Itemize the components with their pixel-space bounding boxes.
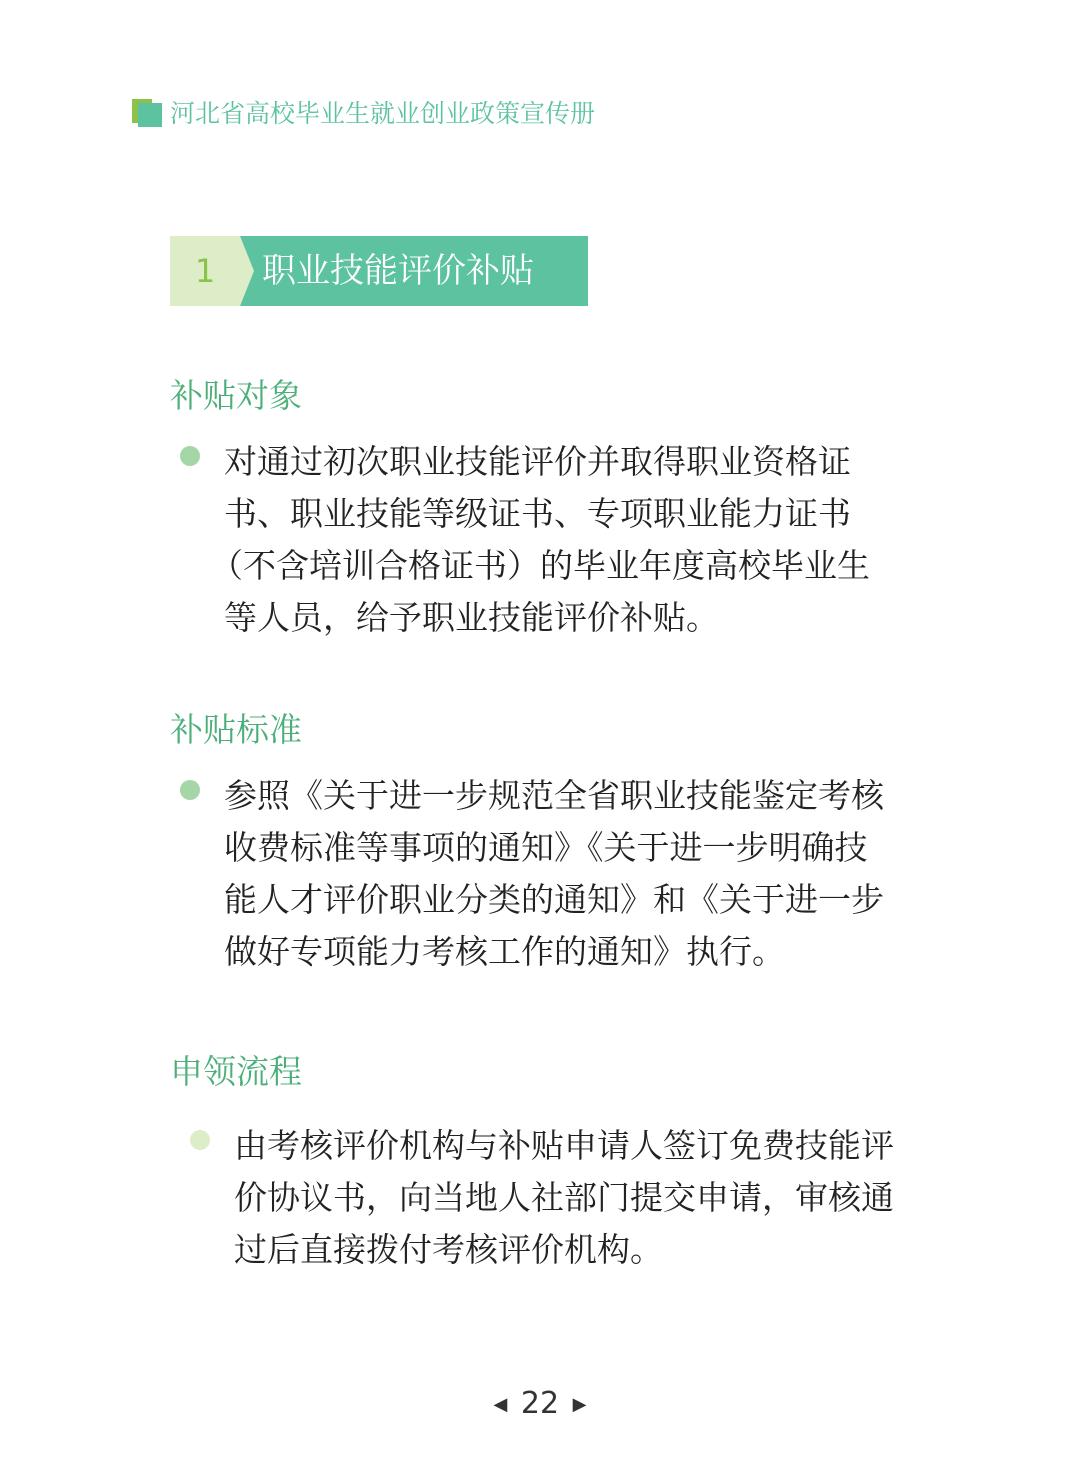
bullet-item bbox=[180, 436, 970, 646]
bullet-dot-icon bbox=[190, 1130, 210, 1150]
bullet-text bbox=[224, 770, 884, 978]
text-line: 由考核评价机构与补贴申请人签订免费技能评 bbox=[234, 1126, 894, 1165]
triangle-right-icon: ▶ bbox=[572, 1393, 587, 1415]
page-indicator bbox=[0, 1384, 1080, 1424]
header-title: 河北省高校毕业生就业创业政策宣传册 bbox=[170, 99, 596, 128]
subheading-target: 补贴对象 bbox=[170, 376, 302, 415]
section-banner bbox=[170, 236, 588, 306]
bullet-dot-icon bbox=[180, 780, 200, 800]
bullet-text bbox=[210, 436, 870, 644]
text-line: （不含培训合格证书）的毕业年度高校毕业生 bbox=[210, 546, 870, 585]
text-line: 过后直接拨付考核评价机构。 bbox=[234, 1230, 663, 1269]
subheading-standard: 补贴标准 bbox=[170, 710, 302, 749]
section-title: 职业技能评价补贴 bbox=[262, 251, 534, 291]
text-line: 价协议书，向当地人社部门提交申请，审核通 bbox=[234, 1178, 894, 1217]
text-line: 等人员，给予职业技能评价补贴。 bbox=[224, 598, 719, 637]
triangle-left-icon: ◀ bbox=[493, 1393, 508, 1415]
text-line: 收费标准等事项的通知》《关于进一步明确技 bbox=[224, 828, 868, 867]
square-logo-icon bbox=[132, 97, 162, 127]
text-line: 书、职业技能等级证书、专项职业能力证书 bbox=[224, 494, 851, 533]
text-line: 能人才评价职业分类的通知》和《关于进一步 bbox=[224, 880, 884, 919]
text-line: 对通过初次职业技能评价并取得职业资格证 bbox=[224, 442, 851, 481]
bullet-dot-icon bbox=[180, 446, 200, 466]
text-line: 参照《关于进一步规范全省职业技能鉴定考核 bbox=[224, 776, 884, 815]
subheading-process: 申领流程 bbox=[170, 1052, 302, 1091]
text-line: 做好专项能力考核工作的通知》执行。 bbox=[224, 932, 785, 971]
bullet-text bbox=[234, 1120, 894, 1276]
bullet-item bbox=[190, 1120, 980, 1280]
section-number: 1 bbox=[194, 252, 216, 290]
bullet-item bbox=[180, 770, 970, 980]
page-number: 22 bbox=[520, 1386, 560, 1421]
page-header bbox=[132, 92, 595, 132]
